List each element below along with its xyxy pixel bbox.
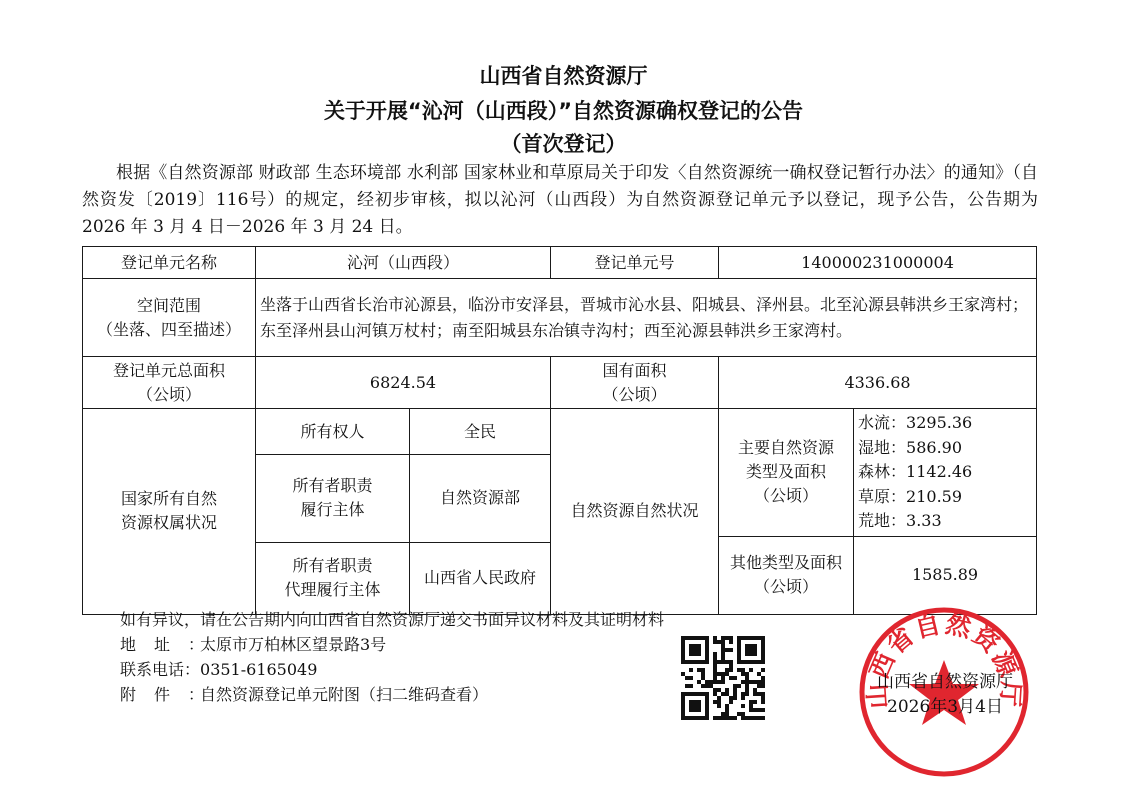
table-row: [83, 409, 1037, 455]
phone-label: 联系电话：: [120, 660, 201, 679]
duty-label-line2: 履行主体: [300, 500, 365, 520]
state-area-value: 4336.68: [719, 357, 1037, 409]
list-item: [858, 460, 1032, 485]
phone-value: 0351-6165049: [200, 660, 318, 679]
qr-code-icon[interactable]: [681, 636, 765, 720]
state-area-label-line2: （公顷）: [602, 384, 667, 404]
proxy-value: 山西省人民政府: [410, 542, 551, 614]
natural-status-label: 自然资源自然状况: [551, 409, 719, 615]
duty-value: 自然资源部: [410, 455, 551, 543]
type-name: 草原：: [858, 486, 907, 506]
seal-text: 山西省自然资源厅: [862, 608, 1026, 710]
space-value: 坐落于山西省长治市沁源县，临汾市安泽县，晋城市沁水县、阳城县、泽州县。北至沁源县韩洪乡王家湾村；东至泽州县山河镇万杖村；南至阳城县东冶镇寺沟村；西至沁源县韩洪乡王家湾村。: [256, 279, 1037, 357]
signature-org: 山西省自然资源厅: [877, 672, 1013, 692]
signature-date: 2026年3月4日: [887, 697, 1003, 717]
unit-no-label: 登记单元号: [551, 247, 719, 279]
total-area-value: 6824.54: [256, 357, 551, 409]
type-name: 湿地：: [858, 437, 907, 457]
state-area-label: [551, 357, 719, 409]
state-area-label-line1: 国有面积: [602, 360, 667, 380]
intro-paragraph: 根据《自然资源部 财政部 生态环境部 水利部 国家林业和草原局关于印发〈自然资源统一确权登记暂行办法〉的通知》（自然资发〔2019〕116号）的规定，经初步审核，拟以沁河（山西段）为自然资源登记单元予以登记，现予公告，公告期为 2026 年 3 月 4 日－2026 年 3 月 24 日。: [82, 163, 1038, 237]
space-label: [83, 279, 256, 357]
list-item: [858, 436, 1032, 461]
type-name: 水流：: [858, 413, 907, 432]
objection-note: 如有异议，请在公告期内向山西省自然资源厅递交书面异议材料及其证明材料: [120, 610, 665, 629]
type-value: 1142.46: [906, 462, 973, 481]
main-types-label-line1: 主要自然资源: [738, 438, 835, 458]
attachment-line: [120, 684, 488, 706]
table-row: [83, 247, 1037, 279]
table-row: [83, 357, 1037, 409]
main-types-label-line2: 类型及面积: [746, 462, 827, 482]
proxy-label: [256, 542, 410, 614]
unit-name-label: 登记单元名称: [83, 247, 256, 279]
total-area-label-line2: （公顷）: [136, 384, 201, 404]
ownership-label-line1: 国家所有自然: [120, 489, 217, 509]
registration-table: [82, 246, 1037, 615]
address-label: 地址：: [120, 635, 223, 654]
announcement-title: 关于开展“沁河（山西段）”自然资源确权登记的公告: [323, 99, 804, 123]
unit-no-value: 140000231000004: [719, 247, 1037, 279]
total-area-label-line1: 登记单元总面积: [112, 360, 225, 380]
other-types-value: 1585.89: [854, 536, 1037, 614]
type-name: 荒地：: [858, 511, 907, 530]
other-types-label-line1: 其他类型及面积: [730, 553, 843, 572]
ownership-label-line2: 资源权属状况: [120, 513, 217, 533]
list-item: [858, 411, 1032, 436]
type-value: 586.90: [906, 437, 963, 457]
address-line: [120, 634, 386, 656]
type-name: 森林：: [858, 462, 907, 481]
phone-line: [120, 659, 317, 681]
owner-value: 全民: [410, 409, 551, 455]
main-types-label: [719, 409, 854, 537]
proxy-label-line1: 所有者职责: [292, 556, 373, 575]
attachment-value: 自然资源登记单元附图（扫二维码查看）: [200, 685, 489, 704]
announcement-org-title: 山西省自然资源厅: [479, 64, 648, 88]
list-item: [858, 485, 1032, 510]
main-types-label-line3: （公顷）: [754, 486, 819, 506]
type-value: 3295.36: [906, 413, 973, 432]
other-types-label: [719, 536, 854, 614]
ownership-label: [83, 409, 256, 615]
total-area-label: [83, 357, 256, 409]
signature-block: [850, 670, 1040, 720]
unit-name-value: 沁河（山西段）: [256, 247, 551, 279]
space-label-line1: 空间范围: [136, 295, 201, 315]
owner-label: 所有权人: [256, 409, 410, 455]
announcement-subtitle: （首次登记）: [500, 132, 627, 156]
table-row: [83, 279, 1037, 357]
address-value: 太原市万柏林区望景路3号: [200, 635, 387, 654]
duty-label: [256, 455, 410, 543]
type-value: 210.59: [906, 486, 963, 506]
proxy-label-line2: 代理履行主体: [284, 580, 381, 599]
space-label-line2: （坐落、四至描述）: [96, 319, 241, 339]
main-types-list: [854, 409, 1037, 537]
duty-label-line1: 所有者职责: [292, 476, 373, 496]
list-item: [858, 509, 1032, 534]
qr-module: [761, 716, 765, 720]
type-value: 3.33: [906, 511, 942, 530]
attachment-label: 附件：: [120, 685, 223, 704]
other-types-label-line2: （公顷）: [754, 577, 819, 596]
